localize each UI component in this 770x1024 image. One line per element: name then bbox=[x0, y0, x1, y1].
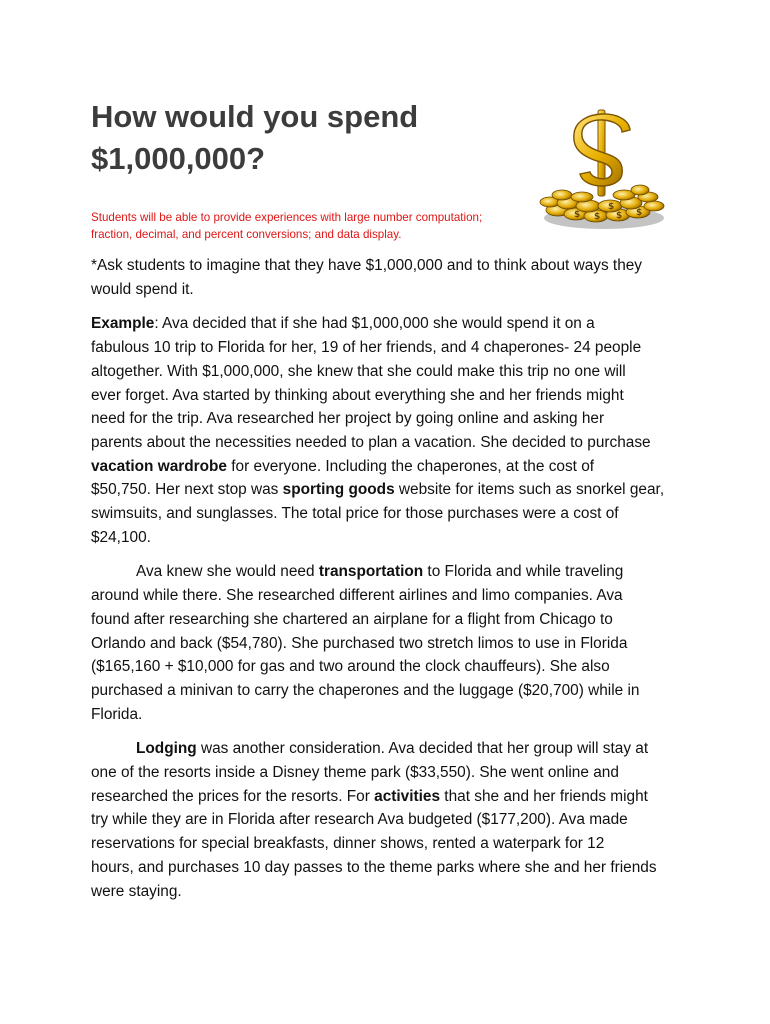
page-title bbox=[91, 96, 511, 180]
intro-paragraph bbox=[91, 254, 691, 301]
main-body bbox=[91, 254, 691, 914]
example-line-10: $24,100. bbox=[91, 528, 151, 546]
example-line-8 bbox=[91, 478, 691, 502]
example-line-4: ever forget. Ava started by thinking about everything she and her friends might bbox=[91, 386, 624, 404]
transport-line-2: around while there. She researched different airlines and limo companies. Ava bbox=[91, 587, 623, 605]
example-line-9: swimsuits, and sunglasses. The total price for those purchases were a cost of bbox=[91, 505, 619, 523]
example-line-1-text: : Ava decided that if she had $1,000,000 she would spend it on a bbox=[154, 315, 595, 333]
transport-line-1-post: to Florida and while traveling bbox=[423, 563, 624, 581]
lodging-line-1 bbox=[91, 737, 691, 761]
svg-text:$: $ bbox=[636, 208, 643, 218]
title-line-1: How would you spend bbox=[91, 99, 419, 134]
example-paragraph bbox=[91, 312, 691, 549]
transport-line-1 bbox=[91, 560, 691, 584]
example-line-8-post: website for items such as snorkel gear, bbox=[394, 481, 665, 499]
learning-objective bbox=[91, 209, 521, 243]
objective-line-1: Students will be able to provide experiences with large number computation; bbox=[91, 211, 483, 224]
lodging-paragraph bbox=[91, 737, 691, 903]
svg-text:$: $ bbox=[608, 202, 615, 212]
vacation-wardrobe-term: vacation wardrobe bbox=[91, 457, 227, 475]
example-line-3: altogether. With $1,000,000, she knew that she could make this trip no one will bbox=[91, 362, 626, 380]
lodging-line-4: try while they are in Florida after research Ava budgeted ($177,200). Ava made bbox=[91, 811, 628, 829]
transportation-term: transportation bbox=[318, 563, 424, 581]
lodging-line-7: were staying. bbox=[91, 882, 182, 900]
example-line-5: need for the trip. Ava researched her project by going online and asking her bbox=[91, 410, 605, 428]
lodging-term: Lodging bbox=[136, 740, 197, 758]
objective-line-2: fraction, decimal, and percent conversions; and data display. bbox=[91, 228, 402, 241]
lodging-line-6: hours, and purchases 10 day passes to the theme parks where she and her friends bbox=[91, 858, 657, 876]
example-label: Example bbox=[91, 315, 155, 333]
example-line-6: parents about the necessities needed to plan a vacation. She decided to purchase bbox=[91, 433, 651, 451]
activities-term: activities bbox=[374, 787, 441, 805]
svg-text:$: $ bbox=[594, 212, 601, 222]
lodging-line-3 bbox=[91, 785, 691, 809]
lodging-line-2: one of the resorts inside a Disney theme park ($33,550). She went online and bbox=[91, 764, 619, 782]
example-line-1 bbox=[91, 312, 691, 336]
transport-line-1-pre: Ava knew she would need bbox=[136, 563, 319, 581]
dollar-sign-with-coins-icon bbox=[538, 106, 668, 231]
transport-line-3: found after researching she chartered an airplane for a flight from Chicago to bbox=[91, 610, 613, 628]
example-line-7 bbox=[91, 455, 691, 479]
transport-line-6: purchased a minivan to carry the chaperones and the luggage ($20,700) while in bbox=[91, 681, 640, 699]
svg-text:$: $ bbox=[616, 211, 623, 221]
transport-line-5: ($165,160 + $10,000 for gas and two around the clock chauffeurs). She also bbox=[91, 658, 610, 676]
lodging-line-5: reservations for special breakfasts, dinner shows, rented a waterpark for 12 bbox=[91, 835, 605, 853]
example-line-2: fabulous 10 trip to Florida for her, 19 of her friends, and 4 chaperones- 24 people bbox=[91, 339, 642, 357]
transport-line-7: Florida. bbox=[91, 705, 143, 723]
title-line-2: $1,000,000? bbox=[91, 141, 266, 176]
example-line-8-pre: $50,750. Her next stop was bbox=[91, 481, 283, 499]
example-line-7-text: for everyone. Including the chaperones, at the cost of bbox=[227, 457, 595, 475]
intro-line-1: *Ask students to imagine that they have $1,000,000 and to think about ways they bbox=[91, 257, 643, 274]
transportation-paragraph bbox=[91, 560, 691, 726]
lodging-line-3-pre: researched the prices for the resorts. For bbox=[91, 787, 375, 805]
transport-line-4: Orlando and back ($54,780). She purchased two stretch limos to use in Florida bbox=[91, 634, 628, 652]
svg-text:$: $ bbox=[574, 210, 581, 220]
sporting-goods-term: sporting goods bbox=[282, 481, 395, 499]
lodging-line-3-post: that she and her friends might bbox=[440, 787, 648, 805]
lodging-line-1-post: was another consideration. Ava decided that her group will stay at bbox=[196, 740, 649, 758]
intro-line-2: would spend it. bbox=[91, 280, 194, 298]
